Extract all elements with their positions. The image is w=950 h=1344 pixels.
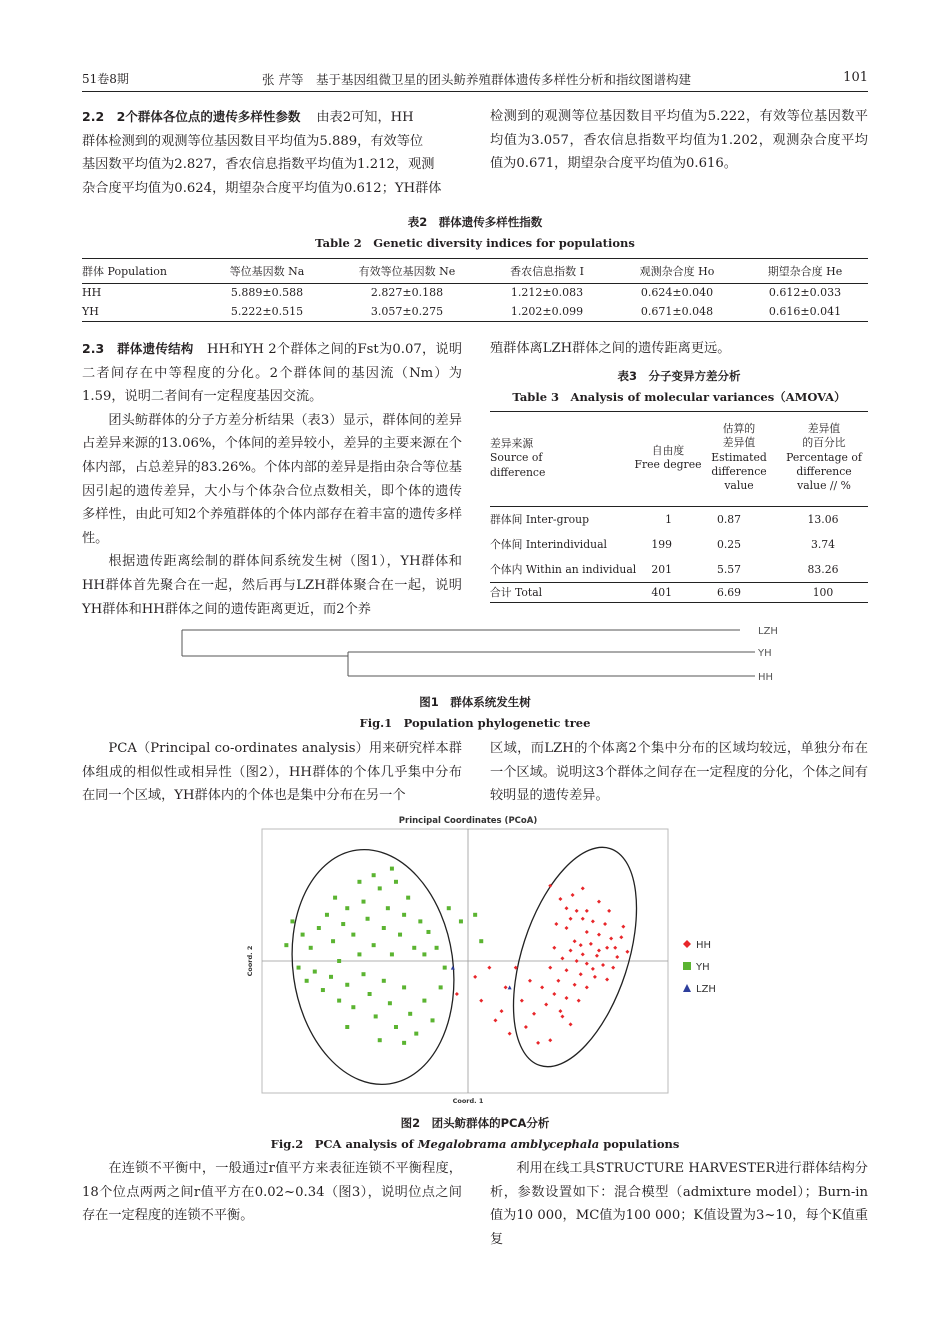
table3-header-line: difference bbox=[490, 465, 546, 479]
tree-label-lzh: LZH bbox=[758, 626, 778, 637]
table3-header-line: difference bbox=[711, 464, 767, 478]
sec23-p1: HH和YH 2个群体之间的Fst为0.07，说明二者间存在中等程度的分化。2个群体间的基因流（Nm）为1.59，说明二者间有一定程度基因交流。 bbox=[82, 342, 463, 405]
bottom-text-right bbox=[490, 1157, 868, 1251]
sec22-line-4: 杂合度平均值为0.624，期望杂合度平均值为0.612；YH群体 bbox=[82, 180, 442, 196]
point-yh bbox=[329, 975, 333, 979]
table3-header-line: Free degree bbox=[634, 458, 702, 472]
point-yh bbox=[459, 919, 463, 923]
page-number: 101 bbox=[843, 70, 868, 85]
point-yh bbox=[443, 966, 447, 970]
table3-cell: 401 bbox=[651, 585, 672, 599]
fig2-caption-post: populations bbox=[599, 1137, 680, 1151]
y-axis-label: Coord. 2 bbox=[246, 945, 254, 977]
table3-header-line: 差异来源 bbox=[490, 437, 534, 450]
point-yh bbox=[351, 933, 355, 937]
table3-header-line: Percentage of bbox=[786, 450, 862, 464]
table2-cell: 5.222±0.515 bbox=[230, 304, 304, 318]
point-yh bbox=[309, 946, 313, 950]
sec22-right bbox=[490, 105, 868, 176]
table3-header-line: 差异值 bbox=[722, 436, 756, 450]
table3-cell: 83.26 bbox=[807, 562, 839, 576]
sec22-left bbox=[82, 105, 462, 200]
point-yh bbox=[473, 913, 477, 917]
point-yh bbox=[394, 880, 398, 884]
point-yh bbox=[412, 946, 416, 950]
legend-label-yh: YH bbox=[696, 962, 710, 973]
table2-cell: 1.212±0.083 bbox=[510, 286, 584, 300]
point-yh bbox=[331, 939, 335, 943]
point-yh bbox=[325, 913, 329, 917]
fig1-caption-en: Fig.1 Population phylogenetic tree bbox=[359, 716, 591, 730]
sec23-p2: 团头鲂群体的分子方差分析结果（表3）显示，群体间的差异占差异来源的13.06%，个体间的差异较小，差异的主要来源在个体内部，占总差异的83.26%。个体内部的差异是指由杂合等位基因引起的遗传差异，大小与个体杂合位点数相关，即个体的遗传多样性，由此可知2个养殖群体的个体内部存在着丰富的遗传多样性。 bbox=[82, 412, 462, 546]
table3-cell: 199 bbox=[651, 538, 672, 551]
sec22-line-2: 群体检测到的观测等位基因数目平均值为5.889，有效等位 bbox=[82, 133, 424, 149]
point-yh bbox=[378, 886, 382, 890]
point-yh bbox=[402, 1041, 406, 1045]
table3-header-line: difference bbox=[796, 464, 852, 478]
table3-cell: 13.06 bbox=[807, 513, 839, 526]
table3-cell: 1 bbox=[665, 513, 672, 526]
table3-cell: 6.69 bbox=[716, 585, 742, 599]
sec22-line-1: 由表2可知，HH bbox=[316, 110, 414, 125]
pca-left-paragraph: PCA（Principal co-ordinates analysis）用来研究样本群体组成的相似性或相异性（图2），HH群体的个体几乎集中分布在同一个区域，YH群体内的个体也是集中分布在另一个 bbox=[82, 741, 462, 804]
point-yh bbox=[439, 985, 443, 989]
table2-cell: 2.827±0.188 bbox=[370, 286, 444, 300]
point-yh bbox=[382, 926, 386, 930]
chart-title: Principal Coordinates (PCoA) bbox=[398, 816, 538, 826]
fig2-caption-en bbox=[82, 1136, 868, 1152]
table3-cell: 0.87 bbox=[716, 513, 742, 526]
point-yh bbox=[290, 919, 294, 923]
table3-header-line: value bbox=[724, 479, 754, 493]
sec22-heading: 2.2 2个群体各位点的遗传多样性参数 bbox=[82, 109, 301, 124]
tree-label-hh: HH bbox=[758, 672, 774, 683]
sec23-heading: 2.3 群体遗传结构 bbox=[82, 341, 194, 356]
point-yh bbox=[284, 943, 288, 947]
sec23-left bbox=[82, 337, 462, 621]
pca-text-right bbox=[490, 737, 868, 808]
point-yh bbox=[317, 926, 321, 930]
table2-header-cell: 观测杂合度 Ho bbox=[639, 265, 715, 279]
table2-cell: HH bbox=[82, 286, 102, 300]
point-yh bbox=[431, 1018, 435, 1022]
point-yh bbox=[402, 985, 406, 989]
table2-title-en: Table 2 Genetic diversity indices for populations bbox=[315, 236, 635, 250]
table2 bbox=[82, 260, 868, 322]
point-yh bbox=[345, 906, 349, 910]
point-yh bbox=[394, 1025, 398, 1029]
point-yh bbox=[435, 946, 439, 950]
table3-cell: 个体内 Within an individual bbox=[490, 562, 637, 576]
point-yh bbox=[337, 999, 341, 1003]
table3-cell: 3.74 bbox=[810, 538, 836, 551]
point-yh bbox=[422, 952, 426, 956]
pca-right-paragraph: 区域，而LZH的个体离2个集中分布的区域均较远，单独分布在一个区域。说明这3个群体之间存在一定程度的分化，个体之间有较明显的遗传差异。 bbox=[490, 741, 868, 804]
table-row bbox=[490, 532, 868, 557]
point-yh bbox=[386, 906, 390, 910]
point-yh bbox=[378, 1038, 382, 1042]
fig2-caption-cn: 图2 团头鲂群体的PCA分析 bbox=[400, 1116, 550, 1130]
point-yh bbox=[426, 930, 430, 934]
point-yh bbox=[406, 896, 410, 900]
point-yh bbox=[398, 933, 402, 937]
bottom-text-left bbox=[82, 1157, 462, 1228]
sec23-right-text: 殖群体离LZH群体之间的遗传距离更远。 bbox=[490, 341, 731, 356]
header-rule bbox=[82, 91, 868, 92]
point-yh bbox=[297, 966, 301, 970]
table2-cell: YH bbox=[82, 304, 99, 318]
table3-cell: 201 bbox=[651, 562, 672, 576]
point-yh bbox=[341, 922, 345, 926]
sec22-line-3: 基因数平均值为2.827，香农信息指数平均值为1.212，观测 bbox=[82, 157, 435, 173]
point-yh bbox=[418, 919, 422, 923]
point-yh bbox=[345, 1025, 349, 1029]
legend-label-lzh: LZH bbox=[696, 984, 716, 995]
table3-cell: 合计 Total bbox=[490, 585, 543, 599]
sec23-right bbox=[490, 337, 868, 361]
running-title: 张 芹等 基于基因组微卫星的团头鲂养殖群体遗传多样性分析和指纹图谱构建 bbox=[262, 72, 691, 87]
table3-cell: 100 bbox=[812, 585, 834, 599]
point-yh bbox=[414, 1032, 418, 1036]
point-yh bbox=[374, 1014, 378, 1018]
table3-cell: 5.57 bbox=[716, 562, 742, 576]
table-row bbox=[490, 557, 868, 582]
table2-header-cell: 有效等位基因数 Ne bbox=[358, 265, 456, 279]
table2-top-rule bbox=[82, 258, 868, 259]
table2-cell: 0.624±0.040 bbox=[640, 286, 714, 300]
running-header bbox=[82, 70, 868, 88]
table-row bbox=[490, 507, 868, 532]
table3-title-en: Table 3 Analysis of molecular variances（AMOVA） bbox=[512, 390, 846, 404]
point-yh bbox=[301, 933, 305, 937]
point-yh bbox=[372, 873, 376, 877]
sec23-p3: 根据遗传距离绘制的群体间系统发生树（图1），YH群体和HH群体首先聚合在一起，然后再与LZH群体聚合在一起，说明YH群体和HH群体之间的遗传距离更近，而2个养 bbox=[82, 554, 462, 617]
table2-cell: 5.889±0.588 bbox=[230, 286, 304, 300]
table2-cell: 1.202±0.099 bbox=[510, 304, 584, 318]
table3-header-line: 的百分比 bbox=[802, 436, 846, 450]
table3-header bbox=[490, 416, 868, 506]
point-yh bbox=[321, 988, 325, 992]
fig2-caption-species: Megalobrama amblycephala bbox=[417, 1137, 600, 1151]
table3-top-rule bbox=[490, 411, 868, 412]
legend-label-hh: HH bbox=[696, 940, 712, 951]
point-yh bbox=[382, 979, 386, 983]
journal-volume: 51卷8期 bbox=[82, 72, 129, 86]
point-yh bbox=[408, 1012, 412, 1016]
pcoa-chart bbox=[240, 812, 740, 1110]
table3-header-line: value // % bbox=[797, 479, 851, 493]
point-yh bbox=[337, 959, 341, 963]
table3-title-cn: 表3 分子变异方差分析 bbox=[617, 369, 741, 383]
legend-marker-yh bbox=[683, 962, 691, 970]
tree-label-yh: YH bbox=[758, 648, 772, 659]
point-yh bbox=[333, 896, 337, 900]
point-yh bbox=[372, 943, 376, 947]
point-yh bbox=[388, 1001, 392, 1005]
point-yh bbox=[422, 999, 426, 1003]
table2-header-cell: 等位基因数 Na bbox=[229, 265, 305, 279]
legend-marker-hh bbox=[683, 940, 691, 948]
fig1-caption-cn: 图1 群体系统发生树 bbox=[419, 695, 531, 709]
table2-cell: 0.612±0.033 bbox=[768, 286, 842, 300]
table3-header-line: 估算的 bbox=[722, 422, 756, 435]
point-yh bbox=[390, 867, 394, 871]
table-row bbox=[490, 582, 868, 602]
table3-header-line: Source of bbox=[490, 451, 543, 465]
point-yh bbox=[351, 1005, 355, 1009]
table2-header-cell: 香农信息指数 I bbox=[510, 265, 584, 279]
table2-cell: 0.616±0.041 bbox=[768, 304, 842, 318]
table2-title-cn: 表2 群体遗传多样性指数 bbox=[407, 215, 543, 229]
table-row bbox=[82, 283, 868, 302]
table2-cell: 0.671±0.048 bbox=[640, 304, 714, 318]
table2-header-cell: 群体 Population bbox=[82, 265, 167, 279]
phylogenetic-tree bbox=[170, 618, 790, 688]
point-yh bbox=[362, 972, 366, 976]
point-yh bbox=[402, 913, 406, 917]
point-yh bbox=[447, 906, 451, 910]
bottom-right-paragraph: 利用在线工具STRUCTURE HARVESTER进行群体结构分析，参数设置如下：混合模型（admixture model）；Burn-in值为10 000，MC值为100 000；K值设置为3~10，每个K值重复 bbox=[490, 1161, 869, 1247]
table3-header-line: 自由度 bbox=[651, 444, 685, 457]
point-yh bbox=[368, 992, 372, 996]
x-axis-label: Coord. 1 bbox=[452, 1097, 484, 1105]
table2-cell: 3.057±0.275 bbox=[370, 304, 444, 318]
table3-cell: 个体间 Interindividual bbox=[490, 538, 608, 551]
table2-header bbox=[82, 260, 868, 283]
table3 bbox=[490, 507, 868, 603]
table3-cell: 0.25 bbox=[716, 538, 742, 551]
table3-header-line: 差异值 bbox=[807, 422, 841, 435]
table-row bbox=[82, 302, 868, 321]
point-yh bbox=[390, 952, 394, 956]
point-yh bbox=[366, 917, 370, 921]
table3-header-line: Estimated bbox=[711, 450, 767, 464]
fig2-caption-pre: Fig.2 PCA analysis of bbox=[270, 1137, 418, 1151]
sec22-right-text: 检测到的观测等位基因数目平均值为5.222，有效等位基因数平均值为3.057，香农信息指数平均值为1.202，观测杂合度平均值为0.671，期望杂合度平均值为0.616。 bbox=[490, 109, 868, 172]
point-yh bbox=[357, 952, 361, 956]
pca-text-left bbox=[82, 737, 462, 808]
point-yh bbox=[357, 880, 361, 884]
table3-cell: 群体间 Inter-group bbox=[490, 513, 590, 526]
point-yh bbox=[313, 970, 317, 974]
table2-header-cell: 期望杂合度 He bbox=[767, 265, 843, 279]
bottom-left-paragraph: 在连锁不平衡中，一般通过r值平方来表征连锁不平衡程度，18个位点两两之间r值平方在0.02~0.34（图3），说明位点之间存在一定程度的连锁不平衡。 bbox=[82, 1161, 462, 1224]
point-yh bbox=[479, 939, 483, 943]
legend-marker-lzh bbox=[683, 984, 691, 992]
point-yh bbox=[305, 979, 309, 983]
point-yh bbox=[345, 983, 349, 987]
point-yh bbox=[362, 900, 366, 904]
